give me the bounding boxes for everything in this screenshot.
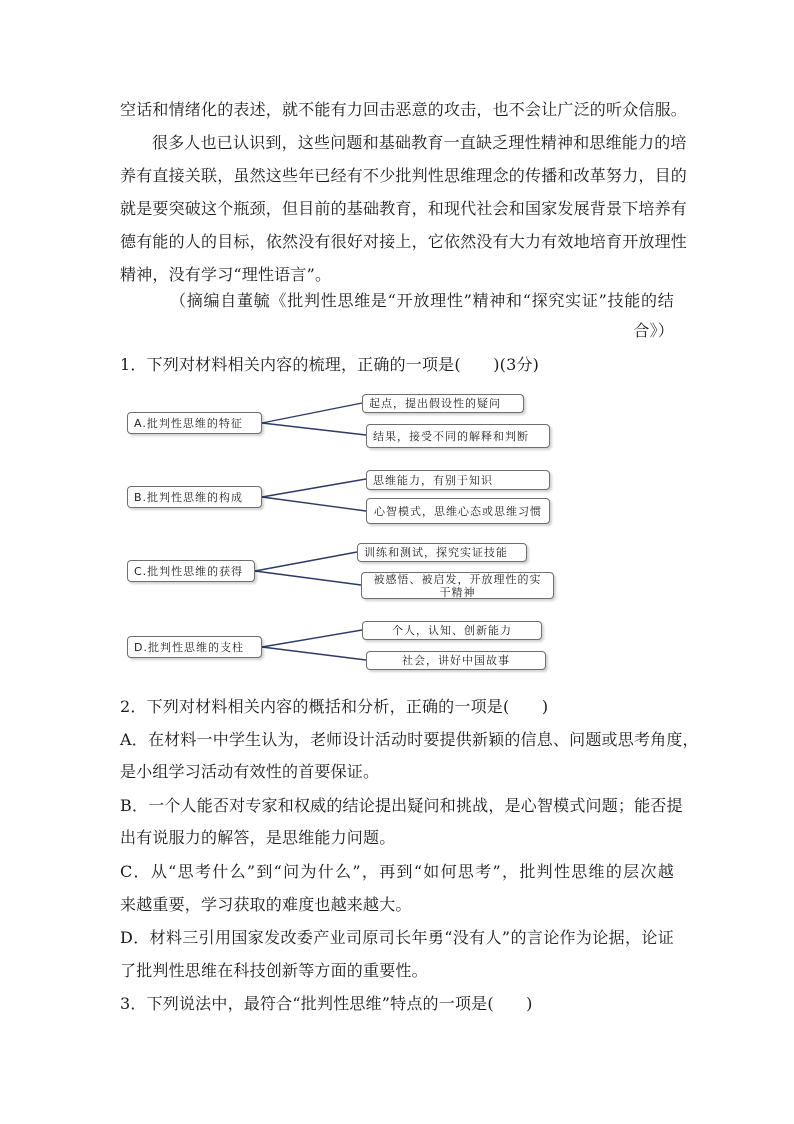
paragraph-line: 空话和情绪化的表述，就不能有力回击恶意的攻击，也不会让广泛的听众信服。 bbox=[120, 100, 688, 119]
diagram-branch-a-2: 结果，接受不同的解释和判断 bbox=[366, 424, 550, 448]
diagram-branch-d-1: 个人，认知、创新能力 bbox=[362, 621, 542, 640]
source-citation: （摘编自董毓《批判性思维是“开放理性”精神和“探究实证”技能的结 bbox=[170, 291, 674, 310]
connector-a-1 bbox=[262, 403, 362, 423]
paragraph-line: 精神，没有学习“理性语言”。 bbox=[120, 265, 332, 284]
diagram-branch-d-2: 社会，讲好中国故事 bbox=[366, 651, 546, 670]
q2-option-d: D．材料三引用国家发改委产业司原司长年勇“没有人”的言论作为论据，论证 bbox=[120, 928, 674, 947]
diagram-branch-b-1: 思维能力，有别于知识 bbox=[366, 470, 550, 490]
diagram-node-b: B.批判性思维的构成 bbox=[127, 486, 262, 508]
source-citation: 合》） bbox=[633, 321, 674, 340]
q2-option-a: A．在材料一中学生认为，老师设计活动时要提供新颖的信息、问题或思考角度， bbox=[120, 730, 699, 749]
diagram-node-c: C.批判性思维的获得 bbox=[127, 560, 255, 582]
diagram-branch-b-2: 心智模式，思维心态或思维习惯 bbox=[366, 498, 550, 524]
question-3-stem: 3．下列说法中，最符合“批判性思维”特点的一项是( ) bbox=[120, 994, 533, 1013]
connector-c-1 bbox=[255, 552, 357, 571]
q2-option-d-cont: 了批判性思维在科技创新等方面的重要性。 bbox=[120, 961, 428, 980]
diagram-node-d: D.批判性思维的支柱 bbox=[127, 636, 262, 658]
paragraph-line: 德有能的人的目标，依然没有很好对接上，它依然没有大力有效地培育开放理性 bbox=[120, 232, 688, 251]
paragraph-line: 养有直接关联，虽然这些年已经有不少批判性思维理念的传播和改革努力，目的 bbox=[120, 166, 688, 185]
q2-option-c: C．从“思考什么”到“问为什么”，再到“如何思考”，批判性思维的层次越 bbox=[120, 862, 674, 881]
paragraph-line: 就是要突破这个瓶颈，但目前的基础教育，和现代社会和国家发展背景下培养有 bbox=[120, 199, 688, 218]
q2-option-b: B．一个人能否对专家和权威的结论提出疑问和挑战，是心智模式问题；能否提 bbox=[120, 796, 683, 815]
connector-b-1 bbox=[262, 479, 366, 497]
q2-option-b-cont: 出有说服力的解答，是思维能力问题。 bbox=[120, 828, 396, 847]
question-2-stem: 2．下列对材料相关内容的概括和分析，正确的一项是( ) bbox=[120, 697, 549, 716]
connector-b-2 bbox=[262, 497, 366, 511]
diagram-node-a: A.批判性思维的特征 bbox=[127, 412, 262, 434]
diagram-branch-c-1: 训练和测试，探究实证技能 bbox=[357, 543, 527, 562]
question-1-stem: 1．下列对材料相关内容的梳理，正确的一项是( )(3分) bbox=[120, 355, 540, 374]
diagram-branch-c-2: 被感悟、被启发，开放理性的实干精神 bbox=[361, 572, 554, 599]
connector-d-1 bbox=[262, 630, 362, 647]
paragraph-line: 很多人也已认识到，这些问题和基础教育一直缺乏理性精神和思维能力的培 bbox=[152, 133, 687, 152]
q2-option-c-cont: 来越重要，学习获取的难度也越来越大。 bbox=[120, 895, 412, 914]
connector-a-2 bbox=[262, 423, 366, 435]
q2-option-a-cont: 是小组学习活动有效性的首要保证。 bbox=[120, 762, 380, 781]
connector-c-2 bbox=[255, 571, 361, 585]
diagram-branch-a-1: 起点，提出假设性的疑问 bbox=[362, 394, 524, 413]
connector-d-2 bbox=[262, 647, 366, 660]
